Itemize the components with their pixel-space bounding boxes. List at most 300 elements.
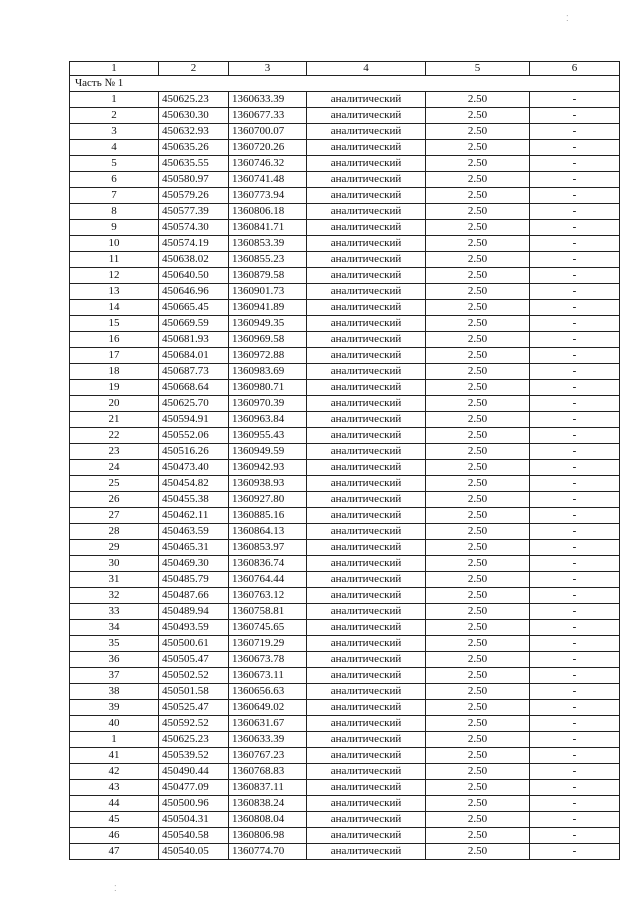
coord-y-cell: 1360745.65	[229, 620, 307, 636]
note-cell: -	[530, 268, 620, 284]
column-header: 4	[307, 62, 426, 76]
method-cell: аналитический	[307, 492, 426, 508]
coord-y-cell: 1360927.80	[229, 492, 307, 508]
note-cell: -	[530, 332, 620, 348]
table-row	[70, 364, 620, 380]
note-cell: -	[530, 380, 620, 396]
note-cell: -	[530, 412, 620, 428]
coord-y-cell: 1360970.39	[229, 396, 307, 412]
coord-x-cell: 450577.39	[159, 204, 229, 220]
coordinates-table	[69, 61, 620, 860]
point-number-cell: 1	[70, 92, 159, 108]
table-row	[70, 428, 620, 444]
method-cell: аналитический	[307, 732, 426, 748]
note-cell: -	[530, 604, 620, 620]
point-number-cell: 17	[70, 348, 159, 364]
coord-y-cell: 1360901.73	[229, 284, 307, 300]
coord-x-cell: 450579.26	[159, 188, 229, 204]
note-cell: -	[530, 348, 620, 364]
coord-x-cell: 450473.40	[159, 460, 229, 476]
point-number-cell: 43	[70, 780, 159, 796]
accuracy-cell: 2.50	[426, 188, 530, 204]
accuracy-cell: 2.50	[426, 844, 530, 860]
point-number-cell: 47	[70, 844, 159, 860]
note-cell: -	[530, 764, 620, 780]
method-cell: аналитический	[307, 700, 426, 716]
accuracy-cell: 2.50	[426, 172, 530, 188]
table-row	[70, 332, 620, 348]
accuracy-cell: 2.50	[426, 796, 530, 812]
coord-y-cell: 1360969.58	[229, 332, 307, 348]
accuracy-cell: 2.50	[426, 828, 530, 844]
note-cell: -	[530, 140, 620, 156]
note-cell: -	[530, 844, 620, 860]
table-row	[70, 764, 620, 780]
coord-x-cell: 450516.26	[159, 444, 229, 460]
method-cell: аналитический	[307, 812, 426, 828]
column-header: 1	[70, 62, 159, 76]
coord-y-cell: 1360700.07	[229, 124, 307, 140]
note-cell: -	[530, 428, 620, 444]
coord-y-cell: 1360837.11	[229, 780, 307, 796]
coord-x-cell: 450489.94	[159, 604, 229, 620]
note-cell: -	[530, 540, 620, 556]
point-number-cell: 25	[70, 476, 159, 492]
point-number-cell: 31	[70, 572, 159, 588]
note-cell: -	[530, 460, 620, 476]
accuracy-cell: 2.50	[426, 236, 530, 252]
point-number-cell: 27	[70, 508, 159, 524]
accuracy-cell: 2.50	[426, 204, 530, 220]
accuracy-cell: 2.50	[426, 764, 530, 780]
method-cell: аналитический	[307, 188, 426, 204]
coord-y-cell: 1360719.29	[229, 636, 307, 652]
coord-y-cell: 1360938.93	[229, 476, 307, 492]
point-number-cell: 41	[70, 748, 159, 764]
column-header: 2	[159, 62, 229, 76]
point-number-cell: 13	[70, 284, 159, 300]
table-row	[70, 732, 620, 748]
table-row	[70, 652, 620, 668]
note-cell: -	[530, 780, 620, 796]
table-row	[70, 140, 620, 156]
method-cell: аналитический	[307, 476, 426, 492]
table-row	[70, 700, 620, 716]
column-header: 5	[426, 62, 530, 76]
coord-y-cell: 1360741.48	[229, 172, 307, 188]
table-row	[70, 524, 620, 540]
table-row	[70, 156, 620, 172]
point-number-cell: 21	[70, 412, 159, 428]
coord-x-cell: 450490.44	[159, 764, 229, 780]
coord-y-cell: 1360633.39	[229, 92, 307, 108]
method-cell: аналитический	[307, 204, 426, 220]
method-cell: аналитический	[307, 236, 426, 252]
point-number-cell: 39	[70, 700, 159, 716]
method-cell: аналитический	[307, 252, 426, 268]
note-cell: -	[530, 220, 620, 236]
table-row	[70, 124, 620, 140]
accuracy-cell: 2.50	[426, 300, 530, 316]
accuracy-cell: 2.50	[426, 428, 530, 444]
part-label: Часть № 1	[70, 76, 620, 92]
method-cell: аналитический	[307, 780, 426, 796]
method-cell: аналитический	[307, 396, 426, 412]
coord-x-cell: 450462.11	[159, 508, 229, 524]
point-number-cell: 2	[70, 108, 159, 124]
note-cell: -	[530, 828, 620, 844]
note-cell: -	[530, 684, 620, 700]
note-cell: -	[530, 796, 620, 812]
point-number-cell: 23	[70, 444, 159, 460]
point-number-cell: 24	[70, 460, 159, 476]
point-number-cell: 26	[70, 492, 159, 508]
coord-x-cell: 450477.09	[159, 780, 229, 796]
coord-x-cell: 450632.93	[159, 124, 229, 140]
point-number-cell: 46	[70, 828, 159, 844]
point-number-cell: 15	[70, 316, 159, 332]
method-cell: аналитический	[307, 524, 426, 540]
method-cell: аналитический	[307, 92, 426, 108]
note-cell: -	[530, 524, 620, 540]
method-cell: аналитический	[307, 556, 426, 572]
table-row	[70, 300, 620, 316]
coord-y-cell: 1360841.71	[229, 220, 307, 236]
coord-y-cell: 1360808.04	[229, 812, 307, 828]
coord-x-cell: 450454.82	[159, 476, 229, 492]
table-row	[70, 220, 620, 236]
coord-x-cell: 450646.96	[159, 284, 229, 300]
coord-y-cell: 1360746.32	[229, 156, 307, 172]
table-row	[70, 844, 620, 860]
coord-y-cell: 1360649.02	[229, 700, 307, 716]
note-cell: -	[530, 508, 620, 524]
note-cell: -	[530, 716, 620, 732]
coord-x-cell: 450665.45	[159, 300, 229, 316]
coord-x-cell: 450539.52	[159, 748, 229, 764]
method-cell: аналитический	[307, 508, 426, 524]
method-cell: аналитический	[307, 108, 426, 124]
accuracy-cell: 2.50	[426, 700, 530, 716]
point-number-cell: 7	[70, 188, 159, 204]
coord-y-cell: 1360980.71	[229, 380, 307, 396]
accuracy-cell: 2.50	[426, 572, 530, 588]
note-cell: -	[530, 588, 620, 604]
point-number-cell: 4	[70, 140, 159, 156]
note-cell: -	[530, 396, 620, 412]
accuracy-cell: 2.50	[426, 668, 530, 684]
coord-x-cell: 450574.19	[159, 236, 229, 252]
note-cell: -	[530, 620, 620, 636]
accuracy-cell: 2.50	[426, 460, 530, 476]
note-cell: -	[530, 700, 620, 716]
accuracy-cell: 2.50	[426, 124, 530, 140]
note-cell: -	[530, 156, 620, 172]
point-number-cell: 40	[70, 716, 159, 732]
table-row	[70, 236, 620, 252]
accuracy-cell: 2.50	[426, 588, 530, 604]
point-number-cell: 33	[70, 604, 159, 620]
accuracy-cell: 2.50	[426, 92, 530, 108]
point-number-cell: 14	[70, 300, 159, 316]
accuracy-cell: 2.50	[426, 220, 530, 236]
table-row	[70, 508, 620, 524]
coord-y-cell: 1360963.84	[229, 412, 307, 428]
coord-y-cell: 1360853.97	[229, 540, 307, 556]
coord-x-cell: 450540.58	[159, 828, 229, 844]
note-cell: -	[530, 572, 620, 588]
accuracy-cell: 2.50	[426, 508, 530, 524]
accuracy-cell: 2.50	[426, 732, 530, 748]
method-cell: аналитический	[307, 412, 426, 428]
coord-y-cell: 1360941.89	[229, 300, 307, 316]
point-number-cell: 6	[70, 172, 159, 188]
coord-y-cell: 1360656.63	[229, 684, 307, 700]
coord-y-cell: 1360879.58	[229, 268, 307, 284]
point-number-cell: 11	[70, 252, 159, 268]
table-row	[70, 540, 620, 556]
point-number-cell: 42	[70, 764, 159, 780]
coord-x-cell: 450592.52	[159, 716, 229, 732]
accuracy-cell: 2.50	[426, 108, 530, 124]
method-cell: аналитический	[307, 668, 426, 684]
note-cell: -	[530, 748, 620, 764]
coord-x-cell: 450525.47	[159, 700, 229, 716]
coord-y-cell: 1360955.43	[229, 428, 307, 444]
column-header: 3	[229, 62, 307, 76]
point-number-cell: 18	[70, 364, 159, 380]
accuracy-cell: 2.50	[426, 716, 530, 732]
table-row	[70, 492, 620, 508]
table-row	[70, 796, 620, 812]
method-cell: аналитический	[307, 124, 426, 140]
table-row	[70, 172, 620, 188]
coord-y-cell: 1360631.67	[229, 716, 307, 732]
note-cell: -	[530, 476, 620, 492]
point-number-cell: 37	[70, 668, 159, 684]
note-cell: -	[530, 92, 620, 108]
point-number-cell: 45	[70, 812, 159, 828]
coord-y-cell: 1360949.35	[229, 316, 307, 332]
accuracy-cell: 2.50	[426, 748, 530, 764]
accuracy-cell: 2.50	[426, 444, 530, 460]
coord-y-cell: 1360836.74	[229, 556, 307, 572]
accuracy-cell: 2.50	[426, 284, 530, 300]
table-row	[70, 268, 620, 284]
accuracy-cell: 2.50	[426, 380, 530, 396]
table-body	[70, 62, 620, 860]
coord-y-cell: 1360806.18	[229, 204, 307, 220]
method-cell: аналитический	[307, 220, 426, 236]
coord-x-cell: 450500.61	[159, 636, 229, 652]
table-row	[70, 748, 620, 764]
coord-x-cell: 450684.01	[159, 348, 229, 364]
coord-x-cell: 450540.05	[159, 844, 229, 860]
coord-x-cell: 450687.73	[159, 364, 229, 380]
method-cell: аналитический	[307, 844, 426, 860]
coord-x-cell: 450625.23	[159, 92, 229, 108]
coord-x-cell: 450465.31	[159, 540, 229, 556]
method-cell: аналитический	[307, 380, 426, 396]
point-number-cell: 9	[70, 220, 159, 236]
coord-x-cell: 450625.23	[159, 732, 229, 748]
note-cell: -	[530, 732, 620, 748]
table-row	[70, 396, 620, 412]
coord-y-cell: 1360764.44	[229, 572, 307, 588]
table-row	[70, 684, 620, 700]
coord-y-cell: 1360767.23	[229, 748, 307, 764]
coord-x-cell: 450485.79	[159, 572, 229, 588]
coord-y-cell: 1360677.33	[229, 108, 307, 124]
coord-x-cell: 450505.47	[159, 652, 229, 668]
coord-x-cell: 450668.64	[159, 380, 229, 396]
table-row	[70, 380, 620, 396]
table-row	[70, 588, 620, 604]
note-cell: -	[530, 316, 620, 332]
method-cell: аналитический	[307, 764, 426, 780]
accuracy-cell: 2.50	[426, 812, 530, 828]
point-number-cell: 32	[70, 588, 159, 604]
point-number-cell: 35	[70, 636, 159, 652]
coord-x-cell: 450669.59	[159, 316, 229, 332]
accuracy-cell: 2.50	[426, 556, 530, 572]
scan-mark-top: ⁚	[566, 14, 569, 23]
note-cell: -	[530, 204, 620, 220]
method-cell: аналитический	[307, 332, 426, 348]
table-row	[70, 604, 620, 620]
method-cell: аналитический	[307, 284, 426, 300]
coord-y-cell: 1360864.13	[229, 524, 307, 540]
method-cell: аналитический	[307, 748, 426, 764]
accuracy-cell: 2.50	[426, 524, 530, 540]
coord-x-cell: 450455.38	[159, 492, 229, 508]
coord-y-cell: 1360855.23	[229, 252, 307, 268]
coord-x-cell: 450469.30	[159, 556, 229, 572]
method-cell: аналитический	[307, 588, 426, 604]
coord-x-cell: 450638.02	[159, 252, 229, 268]
method-cell: аналитический	[307, 684, 426, 700]
method-cell: аналитический	[307, 300, 426, 316]
table-row	[70, 668, 620, 684]
coord-y-cell: 1360633.39	[229, 732, 307, 748]
coord-x-cell: 450504.31	[159, 812, 229, 828]
method-cell: аналитический	[307, 604, 426, 620]
coord-x-cell: 450574.30	[159, 220, 229, 236]
accuracy-cell: 2.50	[426, 156, 530, 172]
point-number-cell: 19	[70, 380, 159, 396]
method-cell: аналитический	[307, 652, 426, 668]
coord-y-cell: 1360773.94	[229, 188, 307, 204]
coord-x-cell: 450625.70	[159, 396, 229, 412]
note-cell: -	[530, 364, 620, 380]
coord-x-cell: 450487.66	[159, 588, 229, 604]
coord-x-cell: 450502.52	[159, 668, 229, 684]
accuracy-cell: 2.50	[426, 684, 530, 700]
coord-y-cell: 1360885.16	[229, 508, 307, 524]
point-number-cell: 34	[70, 620, 159, 636]
note-cell: -	[530, 124, 620, 140]
accuracy-cell: 2.50	[426, 252, 530, 268]
accuracy-cell: 2.50	[426, 604, 530, 620]
note-cell: -	[530, 668, 620, 684]
coord-y-cell: 1360942.93	[229, 460, 307, 476]
accuracy-cell: 2.50	[426, 620, 530, 636]
table-row	[70, 444, 620, 460]
method-cell: аналитический	[307, 172, 426, 188]
coord-y-cell: 1360763.12	[229, 588, 307, 604]
accuracy-cell: 2.50	[426, 364, 530, 380]
point-number-cell: 44	[70, 796, 159, 812]
table-row	[70, 284, 620, 300]
method-cell: аналитический	[307, 828, 426, 844]
coord-x-cell: 450552.06	[159, 428, 229, 444]
coord-x-cell: 450493.59	[159, 620, 229, 636]
coord-y-cell: 1360853.39	[229, 236, 307, 252]
point-number-cell: 20	[70, 396, 159, 412]
point-number-cell: 29	[70, 540, 159, 556]
coord-x-cell: 450580.97	[159, 172, 229, 188]
table-row	[70, 252, 620, 268]
method-cell: аналитический	[307, 460, 426, 476]
table-row	[70, 348, 620, 364]
point-number-cell: 36	[70, 652, 159, 668]
table-row	[70, 476, 620, 492]
accuracy-cell: 2.50	[426, 780, 530, 796]
coord-y-cell: 1360806.98	[229, 828, 307, 844]
note-cell: -	[530, 108, 620, 124]
accuracy-cell: 2.50	[426, 652, 530, 668]
note-cell: -	[530, 556, 620, 572]
table-row	[70, 636, 620, 652]
method-cell: аналитический	[307, 140, 426, 156]
coord-y-cell: 1360774.70	[229, 844, 307, 860]
coord-y-cell: 1360720.26	[229, 140, 307, 156]
accuracy-cell: 2.50	[426, 492, 530, 508]
method-cell: аналитический	[307, 428, 426, 444]
note-cell: -	[530, 236, 620, 252]
part-row	[70, 76, 620, 92]
coord-x-cell: 450635.55	[159, 156, 229, 172]
coord-y-cell: 1360972.88	[229, 348, 307, 364]
coord-y-cell: 1360983.69	[229, 364, 307, 380]
table-row	[70, 412, 620, 428]
accuracy-cell: 2.50	[426, 348, 530, 364]
note-cell: -	[530, 188, 620, 204]
table-row	[70, 812, 620, 828]
accuracy-cell: 2.50	[426, 476, 530, 492]
table-row	[70, 188, 620, 204]
accuracy-cell: 2.50	[426, 412, 530, 428]
scan-mark-bottom: ⁚	[114, 884, 117, 893]
method-cell: аналитический	[307, 636, 426, 652]
table-row	[70, 716, 620, 732]
point-number-cell: 28	[70, 524, 159, 540]
point-number-cell: 5	[70, 156, 159, 172]
coord-x-cell: 450501.58	[159, 684, 229, 700]
point-number-cell: 10	[70, 236, 159, 252]
method-cell: аналитический	[307, 444, 426, 460]
table-row	[70, 572, 620, 588]
note-cell: -	[530, 812, 620, 828]
coord-y-cell: 1360838.24	[229, 796, 307, 812]
point-number-cell: 22	[70, 428, 159, 444]
point-number-cell: 12	[70, 268, 159, 284]
note-cell: -	[530, 652, 620, 668]
accuracy-cell: 2.50	[426, 332, 530, 348]
note-cell: -	[530, 492, 620, 508]
coord-x-cell: 450640.50	[159, 268, 229, 284]
table-row	[70, 620, 620, 636]
